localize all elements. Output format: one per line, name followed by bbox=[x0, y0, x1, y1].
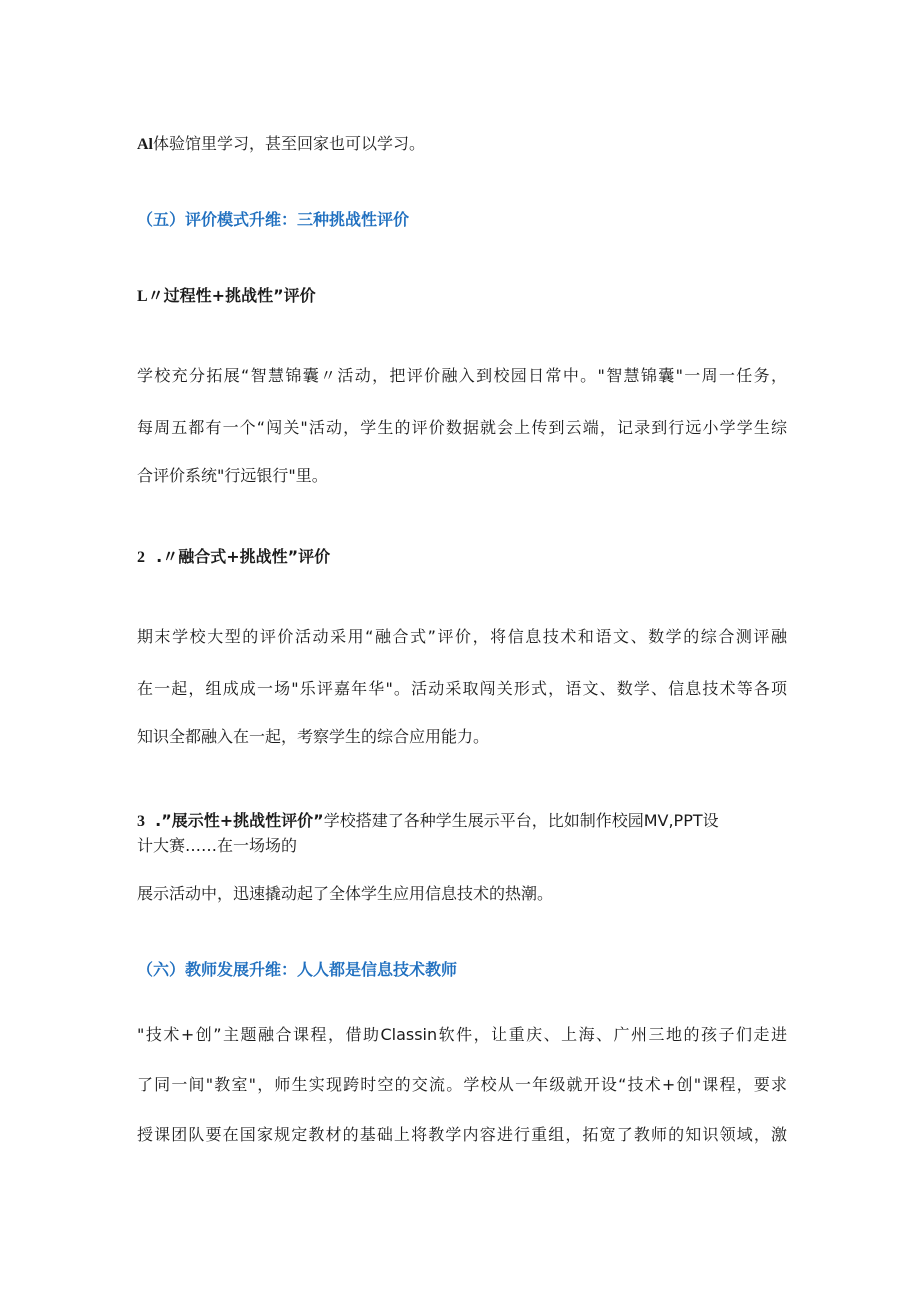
item1-heading bbox=[137, 286, 787, 307]
item2-paragraph-line-1: 期末学校大型的评价活动采用“融合式”评价，将信息技术和语文、数学的综合测评融 bbox=[137, 627, 787, 646]
section-six-heading: （六）教师发展升维：人人都是信息技术教师 bbox=[137, 960, 458, 979]
item2-paragraph-line-2: 在一起，组成成一场"乐评嘉年华"。活动采取闯关形式，语文、数学、信息技术等各项 bbox=[137, 679, 787, 698]
intro-tail-text: 体验馆里学习，甚至回家也可以学习。 bbox=[153, 134, 426, 153]
item3-paragraph-line-2: 展示活动中，迅速撬动起了全体学生应用信息技术的热潮。 bbox=[137, 884, 554, 903]
section-six-paragraph-line-3: 授课团队要在国家规定教材的基础上将教学内容进行重组，拓宽了教师的知识领域，激 bbox=[137, 1125, 787, 1144]
item2-heading-text: .〃融合式+挑战性”评价 bbox=[156, 547, 331, 566]
item3-heading-line bbox=[137, 811, 787, 832]
intro-tail-prefix: Al bbox=[137, 136, 153, 153]
item3-heading-prefix: 3 bbox=[137, 813, 145, 830]
item2-heading bbox=[137, 547, 787, 568]
intro-tail-line bbox=[137, 134, 787, 155]
item3-inline-text: 学校搭建了各种学生展示平台，比如制作校园MV,PPT设 bbox=[323, 811, 719, 830]
item1-paragraph-line-2: 每周五都有一个“闯关"活动，学生的评价数据就会上传到云端，记录到行远小学学生综 bbox=[137, 418, 787, 437]
item1-paragraph-line-1: 学校充分拓展“智慧锦囊〃活动，把评价融入到校园日常中。"智慧锦囊"一周一任务， bbox=[137, 366, 787, 385]
item3-paragraph-line-1: 计大赛……在一场场的 bbox=[137, 836, 298, 855]
section-six-paragraph-line-1: "技术+创”主题融合课程，借助Classin软件，让重庆、上海、广州三地的孩子们走进 bbox=[137, 1025, 787, 1044]
item1-heading-prefix: L bbox=[137, 288, 148, 305]
item2-paragraph-line-3: 知识全都融入在一起，考察学生的综合应用能力。 bbox=[137, 727, 490, 746]
section-six-paragraph-line-2: 了同一间"教室"，师生实现跨时空的交流。学校从一年级就开设“技术+创"课程，要求 bbox=[137, 1075, 787, 1094]
item1-heading-text: 〃过程性+挑战性”评价 bbox=[147, 286, 316, 305]
item2-heading-prefix: 2 bbox=[137, 549, 145, 566]
section-five-heading: （五）评价模式升维：三种挑战性评价 bbox=[137, 210, 410, 229]
item1-paragraph-line-3: 合评价系统"行远银行"里。 bbox=[137, 466, 328, 485]
item3-heading-text: .”展示性+挑战性评价” bbox=[155, 811, 324, 830]
